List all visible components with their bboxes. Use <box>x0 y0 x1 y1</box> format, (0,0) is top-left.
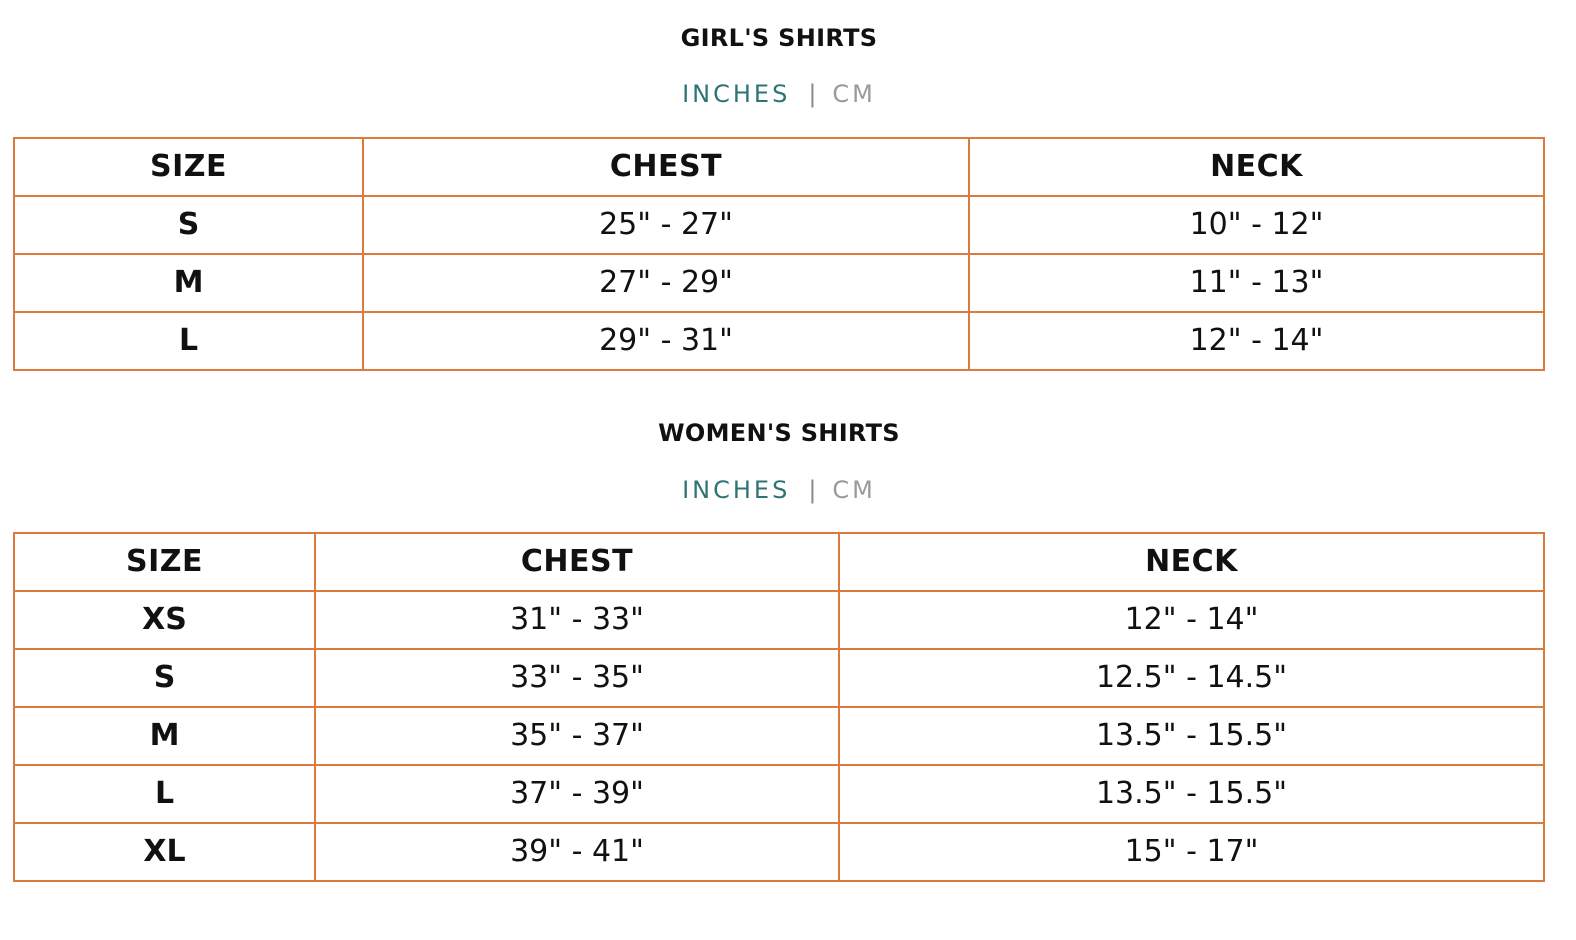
chest-cell: 25" - 27" <box>363 196 969 254</box>
table-row <box>14 823 1544 881</box>
girls-shirts-title: GIRL'S SHIRTS <box>680 24 878 52</box>
chest-cell: 37" - 39" <box>315 765 839 823</box>
column-header-size: SIZE <box>14 533 315 591</box>
size-cell: XS <box>14 591 315 649</box>
neck-cell: 13.5" - 15.5" <box>839 707 1544 765</box>
column-header-neck: NECK <box>969 138 1544 196</box>
table-row <box>14 312 1544 370</box>
womens-unit-separator: | <box>808 476 817 504</box>
table-header-row <box>14 533 1544 591</box>
girls-size-table <box>13 137 1545 371</box>
neck-cell: 12" - 14" <box>839 591 1544 649</box>
chest-cell: 29" - 31" <box>363 312 969 370</box>
table-header-row <box>14 138 1544 196</box>
column-header-chest: CHEST <box>363 138 969 196</box>
size-cell: S <box>14 649 315 707</box>
neck-cell: 11" - 13" <box>969 254 1544 312</box>
size-cell: L <box>14 765 315 823</box>
column-header-neck: NECK <box>839 533 1544 591</box>
size-cell: S <box>14 196 363 254</box>
size-cell: L <box>14 312 363 370</box>
neck-cell: 12.5" - 14.5" <box>839 649 1544 707</box>
neck-cell: 15" - 17" <box>839 823 1544 881</box>
girls-unit-separator: | <box>808 80 817 108</box>
table-row <box>14 707 1544 765</box>
chest-cell: 31" - 33" <box>315 591 839 649</box>
neck-cell: 10" - 12" <box>969 196 1544 254</box>
neck-cell: 13.5" - 15.5" <box>839 765 1544 823</box>
chest-cell: 39" - 41" <box>315 823 839 881</box>
womens-shirts-title: WOMEN'S SHIRTS <box>658 419 900 447</box>
size-cell: XL <box>14 823 315 881</box>
table-row <box>14 765 1544 823</box>
girls-cm-toggle[interactable]: CM <box>832 80 876 108</box>
column-header-chest: CHEST <box>315 533 839 591</box>
table-row <box>14 591 1544 649</box>
size-cell: M <box>14 254 363 312</box>
column-header-size: SIZE <box>14 138 363 196</box>
womens-inches-toggle[interactable]: INCHES <box>682 476 791 504</box>
girls-inches-toggle[interactable]: INCHES <box>682 80 791 108</box>
size-cell: M <box>14 707 315 765</box>
womens-size-table <box>13 532 1545 882</box>
chest-cell: 33" - 35" <box>315 649 839 707</box>
womens-cm-toggle[interactable]: CM <box>832 476 876 504</box>
chest-cell: 27" - 29" <box>363 254 969 312</box>
table-row <box>14 649 1544 707</box>
neck-cell: 12" - 14" <box>969 312 1544 370</box>
womens-unit-toggle <box>0 476 1558 504</box>
girls-unit-toggle <box>0 80 1558 108</box>
table-row <box>14 196 1544 254</box>
chest-cell: 35" - 37" <box>315 707 839 765</box>
table-row <box>14 254 1544 312</box>
